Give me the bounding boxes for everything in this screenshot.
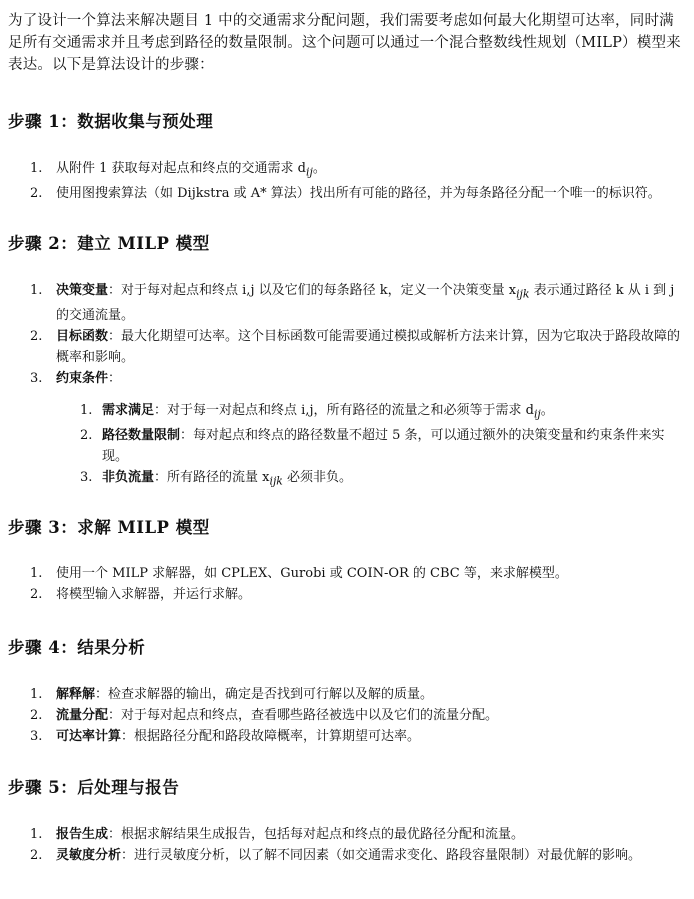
- item-text: ：所有路径的流量 x: [154, 469, 270, 485]
- sublist-item: [80, 400, 690, 425]
- section-heading-1: 步骤 1：数据收集与预处理: [8, 112, 214, 131]
- section-4-list: [30, 684, 690, 747]
- list-item: [30, 726, 690, 747]
- item-text: 将模型输入求解器，并运行求解。: [56, 587, 252, 602]
- section-heading-5: 步骤 5：后处理与报告: [8, 778, 180, 797]
- item-bold-label: 路径数量限制: [102, 427, 181, 443]
- list-number: 2.: [30, 328, 43, 344]
- constraints-sublist: [80, 400, 690, 491]
- list-number: 3.: [30, 370, 43, 386]
- item-text: ：根据路径分配和路段故障概率，计算期望可达率。: [121, 729, 421, 744]
- item-bold-label: 可达率计算: [56, 729, 122, 744]
- item-text: ：最大化期望可达率。这个目标函数可能需要通过模拟或解析方法来计算，因为它取决于路段故障的概率和影响。: [56, 328, 681, 365]
- section-3-list: [30, 563, 690, 605]
- list-number: 1.: [30, 827, 43, 842]
- item-bold-label: 流量分配: [56, 708, 109, 723]
- list-item: [30, 183, 690, 204]
- item-subscript: ijk: [269, 474, 283, 488]
- section-heading-2: 步骤 2：建立 MILP 模型: [8, 234, 210, 253]
- item-bold-label: 约束条件: [56, 370, 109, 386]
- item-tail: 必须非负。: [282, 469, 353, 485]
- item-text: ：对于每对起点和终点 i,j 以及它们的每条路径 k，定义一个决策变量 x: [108, 283, 517, 298]
- list-number: 3.: [30, 729, 43, 744]
- section-2-list: [30, 280, 690, 389]
- list-number: 1.: [30, 687, 43, 702]
- list-item: [30, 584, 690, 605]
- item-text: ：进行灵敏度分析，以了解不同因素（如交通需求变化、路段容量限制）对最优解的影响。: [121, 848, 642, 863]
- list-number: 1.: [30, 283, 43, 298]
- list-number: 2.: [30, 185, 43, 201]
- item-bold-label: 决策变量: [56, 283, 109, 298]
- item-text: ：对于每一对起点和终点 i,j，所有路径的流量之和必须等于需求 d: [154, 403, 534, 418]
- intro-paragraph: 为了设计一个算法来解决题目 1 中的交通需求分配问题，我们需要考虑如何最大化期望可达率，同时满足所有交通需求并且考虑到路径的数量限制。这个问题可以通过一个混合整数线性规划（MILP）模型来表达。以下是算法设计的步骤：: [8, 13, 681, 73]
- list-item: [30, 280, 690, 326]
- item-bold-label: 解释解: [56, 687, 96, 702]
- item-tail: 。: [312, 161, 326, 176]
- section-heading-3: 步骤 3：求解 MILP 模型: [8, 518, 210, 537]
- item-text: 从附件 1 获取每对起点和终点的交通需求 d: [56, 161, 306, 176]
- item-text: ：每对起点和终点的路径数量不超过 5 条，可以通过额外的决策变量和约束条件来实现。: [102, 427, 665, 464]
- list-number: 1.: [30, 161, 43, 176]
- item-text: 使用一个 MILP 求解器，如 CPLEX、Gurobi 或 COIN-OR 的 CBC 等，来求解模型。: [56, 566, 568, 581]
- section-5-list: [30, 824, 690, 866]
- item-bold-label: 需求满足: [102, 403, 155, 418]
- list-number: 2.: [30, 848, 43, 863]
- section-heading-4: 步骤 4：结果分析: [8, 638, 146, 657]
- item-text: ：检查求解器的输出，确定是否找到可行解以及解的质量。: [95, 687, 434, 702]
- list-number: 2.: [30, 587, 43, 602]
- item-subscript: ijk: [516, 287, 530, 301]
- section-1-list: [30, 158, 690, 204]
- item-subscript: ij: [533, 407, 541, 421]
- item-bold-label: 目标函数: [56, 328, 109, 344]
- list-number: 2.: [80, 427, 93, 443]
- sublist-item: [80, 425, 690, 467]
- list-item: [30, 368, 690, 389]
- list-item: [30, 326, 690, 368]
- item-bold-label: 灵敏度分析: [56, 848, 122, 863]
- item-bold-label: 报告生成: [56, 827, 109, 842]
- list-number: 2.: [30, 708, 43, 723]
- list-number: 1.: [30, 566, 43, 581]
- list-item: [30, 563, 690, 584]
- list-number: 1.: [80, 403, 93, 418]
- item-text: 使用图搜索算法（如 Dijkstra 或 A* 算法）找出所有可能的路径，并为每条路径分配一个唯一的标识符。: [56, 185, 661, 201]
- item-bold-label: 非负流量: [102, 469, 155, 485]
- sublist-item: [80, 467, 690, 492]
- list-item: [30, 158, 690, 183]
- item-text: ：对于每对起点和终点，查看哪些路径被选中以及它们的流量分配。: [108, 708, 499, 723]
- item-tail: 。: [540, 403, 554, 418]
- list-item: [30, 845, 690, 866]
- item-text: ：: [108, 370, 122, 386]
- item-text: ：根据求解结果生成报告，包括每对起点和终点的最优路径分配和流量。: [108, 827, 525, 842]
- list-item: [30, 705, 690, 726]
- item-subscript: ij: [306, 165, 313, 179]
- item-tail: 表示通过路径 k 从 i 到 j 的交通流量。: [56, 283, 675, 323]
- list-item: [30, 824, 690, 845]
- list-number: 3.: [80, 469, 93, 485]
- list-item: [30, 684, 690, 705]
